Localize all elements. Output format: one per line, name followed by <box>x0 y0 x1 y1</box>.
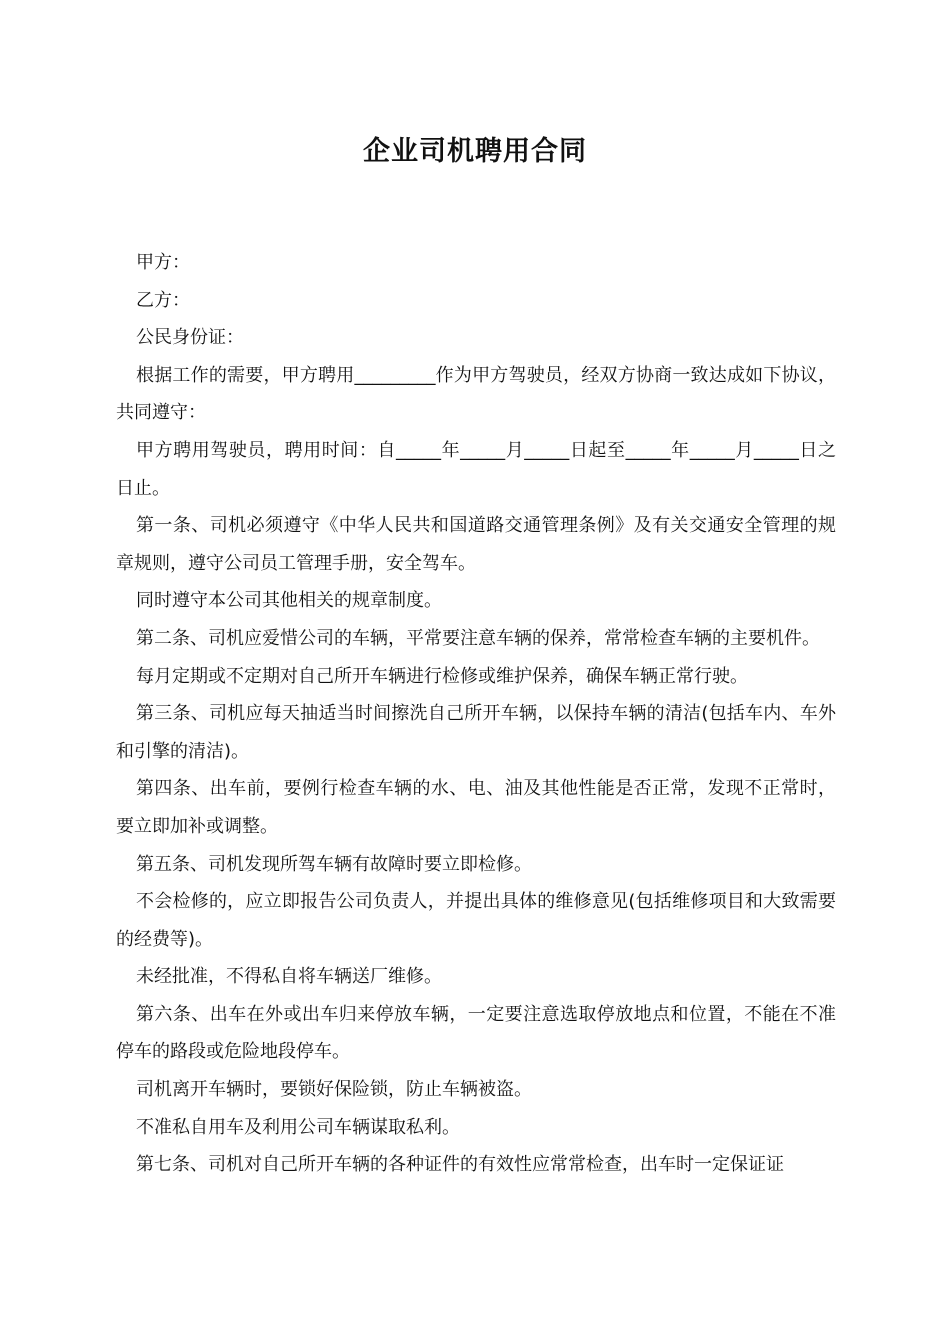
document-body <box>116 244 836 1184</box>
paragraph: 根据工作的需要，甲方聘用_________作为甲方驾驶员，经双方协商一致达成如下协议，共同遵守： <box>116 364 836 424</box>
id-card-line: 公民身份证： <box>136 327 244 349</box>
paragraph: 同时遵守本公司其他相关的规章制度。 <box>136 590 442 612</box>
paragraph: 未经批准，不得私自将车辆送厂维修。 <box>136 966 442 988</box>
paragraph: 司机离开车辆时，要锁好保险锁，防止车辆被盗。 <box>136 1079 532 1101</box>
article-6: 第六条、出车在外或出车归来停放车辆，一定要注意选取停放地点和位置，不能在不准停车的路段或危险地段停车。 <box>116 1003 836 1063</box>
paragraph: 甲方聘用驾驶员，聘用时间：自_____年_____月_____日起至_____年_____月_____日之日止。 <box>116 439 836 499</box>
article-1: 第一条、司机必须遵守《中华人民共和国道路交通管理条例》及有关交通安全管理的规章规则，遵守公司员工管理手册，安全驾车。 <box>116 515 836 574</box>
paragraph: 每月定期或不定期对自己所开车辆进行检修或维护保养，确保车辆正常行驶。 <box>136 665 748 687</box>
article-4: 第四条、出车前，要例行检查车辆的水、电、油及其他性能是否正常，发现不正常时，要立即加补或调整。 <box>116 778 836 837</box>
article-3: 第三条、司机应每天抽适当时间擦洗自己所开车辆，以保持车辆的清洁(包括车内、车外和引擎的清洁)。 <box>116 703 836 762</box>
article-5: 第五条、司机发现所驾车辆有故障时要立即检修。 <box>136 853 532 875</box>
article-7: 第七条、司机对自己所开车辆的各种证件的有效性应常常检查，出车时一定保证证 <box>136 1154 784 1176</box>
paragraph: 不准私自用车及利用公司车辆谋取私利。 <box>136 1116 460 1138</box>
party-b-line: 乙方： <box>136 289 190 311</box>
document-title: 企业司机聘用合同 <box>363 136 587 167</box>
party-a-line: 甲方： <box>136 252 190 273</box>
paragraph: 不会检修的，应立即报告公司负责人，并提出具体的维修意见(包括维修项目和大致需要的经费等)。 <box>116 891 836 950</box>
article-2: 第二条、司机应爱惜公司的车辆，平常要注意车辆的保养，常常检查车辆的主要机件。 <box>136 627 820 649</box>
